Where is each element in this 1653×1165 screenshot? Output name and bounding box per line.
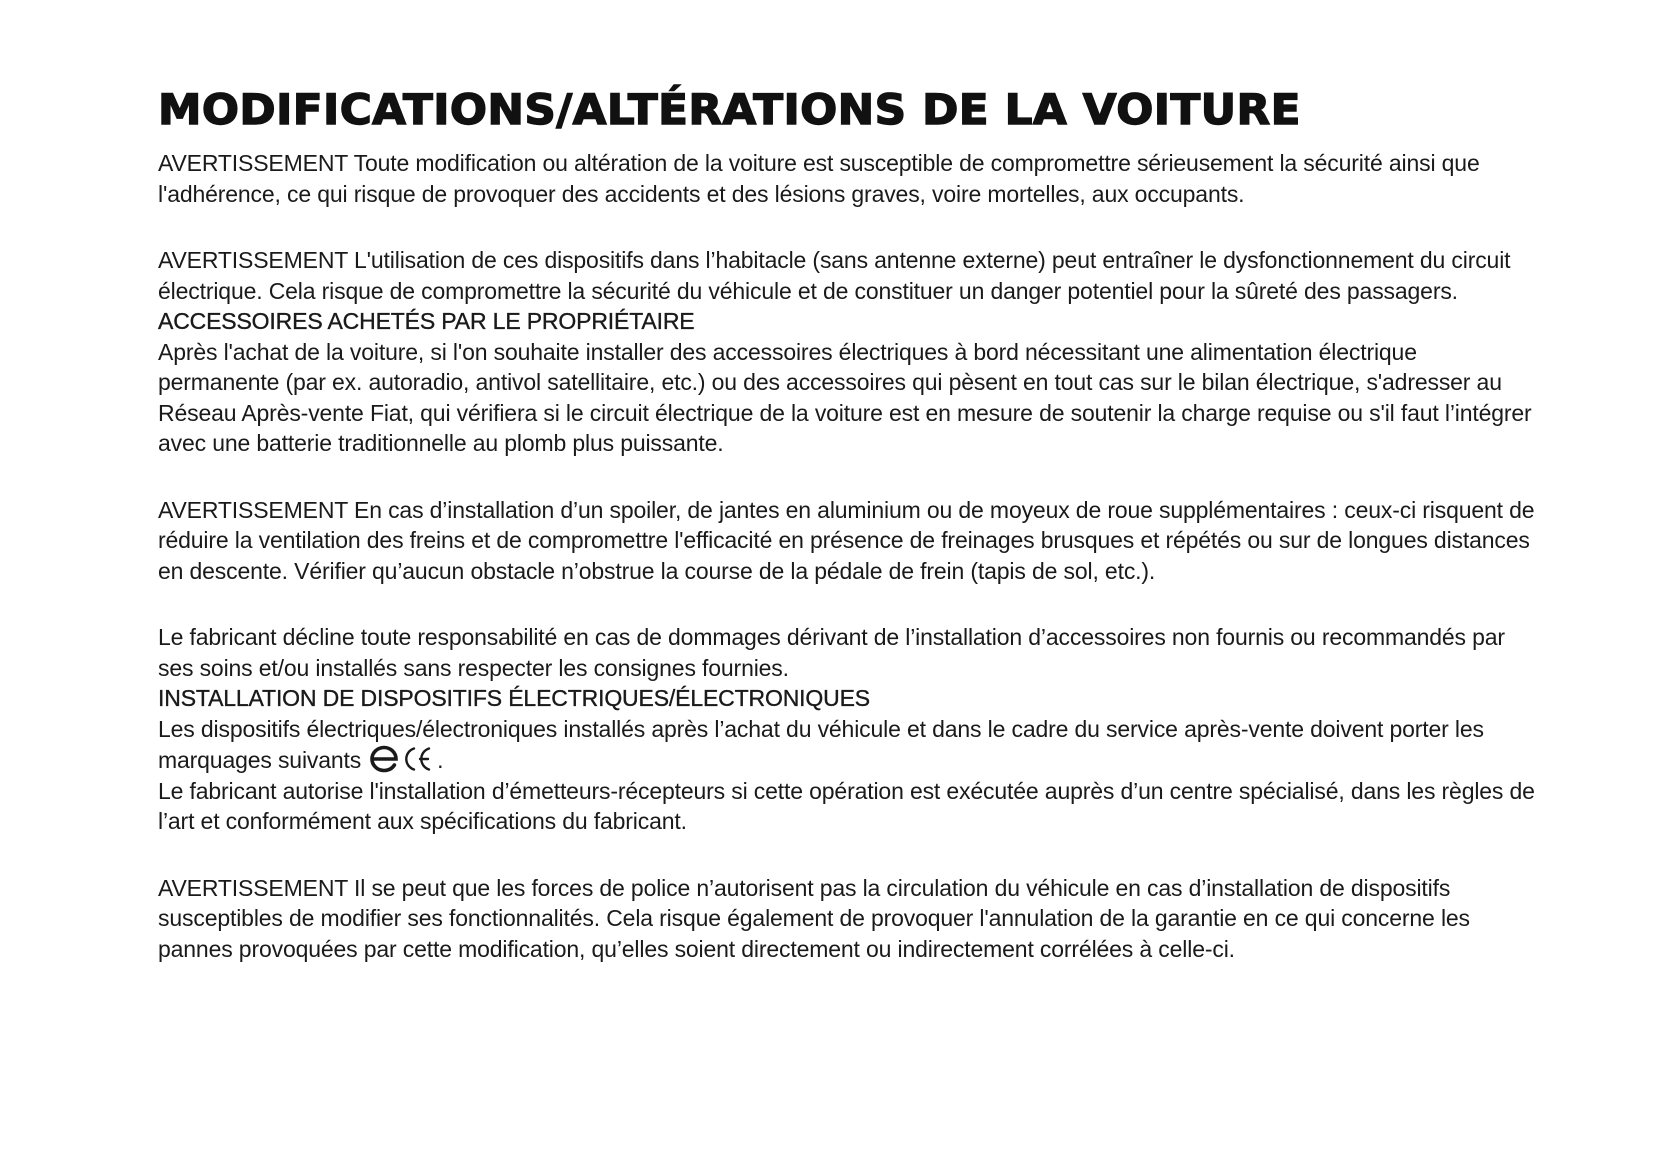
certification-marks	[369, 744, 437, 774]
page-title: MODIFICATIONS/ALTÉRATIONS DE LA VOITURE	[158, 85, 1301, 134]
disclaimer-paragraph: Le fabricant décline toute responsabilité en cas de dommages dérivant de l’installation d’accessoires non fournis ou recommandés par ses soins et/ou installés sans respecter les consignes fournies.	[158, 624, 1505, 681]
warning-modification-paragraph: AVERTISSEMENT Toute modification ou altération de la voiture est susceptible de compromettre sérieusement la sécurité ainsi que l'adhérence, ce qui risque de provoquer des accidents et des lésions graves, voire mortelles, aux occupants.	[158, 150, 1480, 207]
transceivers-paragraph: Le fabricant autorise l'installation d’émetteurs-récepteurs si cette opération est exécutée auprès d’un centre spécialisé, dans les règles de l’art et conformément aux spécifications du fabricant.	[158, 777, 1535, 834]
accessories-body-paragraph: Après l'achat de la voiture, si l'on souhaite installer des accessoires électriques à bord nécessitant une alimentation électrique permanente (par ex. autoradio, antivol satellitaire, etc.) ou des accessoires qui pèsent en tout cas sur le bilan électrique, s'adresser au Réseau Après-vente Fiat, qui vérifiera si le circuit électrique de la voiture est en mesure de soutenir la charge requise ou s'il faut l’intégrer avec une batterie traditionnelle au plomb plus puissante.	[158, 338, 1532, 456]
e-ce-marks-icon	[369, 744, 437, 774]
installation-body-text: Les dispositifs électriques/électroniques installés après l’achat du véhicule et dans le cadre du service après-vente doivent porter les marquages suivants	[158, 715, 1484, 773]
warning-devices-paragraph: AVERTISSEMENT L'utilisation de ces dispositifs dans l’habitacle (sans antenne externe) peut entraîner le dysfonctionnement du circuit électrique. Cela risque de compromettre la sécurité du véhicule et de constituer un danger potentiel pour la sûreté des passagers.	[158, 247, 1511, 304]
accessories-heading: ACCESSOIRES ACHETÉS PAR LE PROPRIÉTAIRE	[158, 308, 695, 334]
warning-police-paragraph: AVERTISSEMENT Il se peut que les forces de police n’autorisent pas la circulation du véhicule en cas d’installation de dispositifs susceptibles de modifier ses fonctionnalités. Cela risque également de provoquer l'annulation de la garantie en ce qui concerne les pannes provoquées par cette modification, qu’elles soient directement ou indirectement corrélées à celle-ci.	[158, 874, 1470, 962]
installation-heading: INSTALLATION DE DISPOSITIFS ÉLECTRIQUES/ÉLECTRONIQUES	[158, 685, 871, 711]
e-mark-icon	[372, 748, 396, 771]
installation-body-period: .	[437, 747, 444, 773]
warning-spoiler-paragraph: AVERTISSEMENT En cas d’installation d’un spoiler, de jantes en aluminium ou de moyeux de roue supplémentaires : ceux-ci risquent de réduire la ventilation des freins et de compromettre l'efficacité en présence de freinages brusques et répétés ou sur de longues distances en descente. Vérifier qu’aucun obstacle n’obstrue la course de la pédale de frein (tapis de sol, etc.).	[158, 496, 1535, 584]
ce-mark-icon	[406, 749, 429, 770]
document-page	[158, 84, 1538, 964]
installation-body-paragraph	[158, 714, 1538, 776]
